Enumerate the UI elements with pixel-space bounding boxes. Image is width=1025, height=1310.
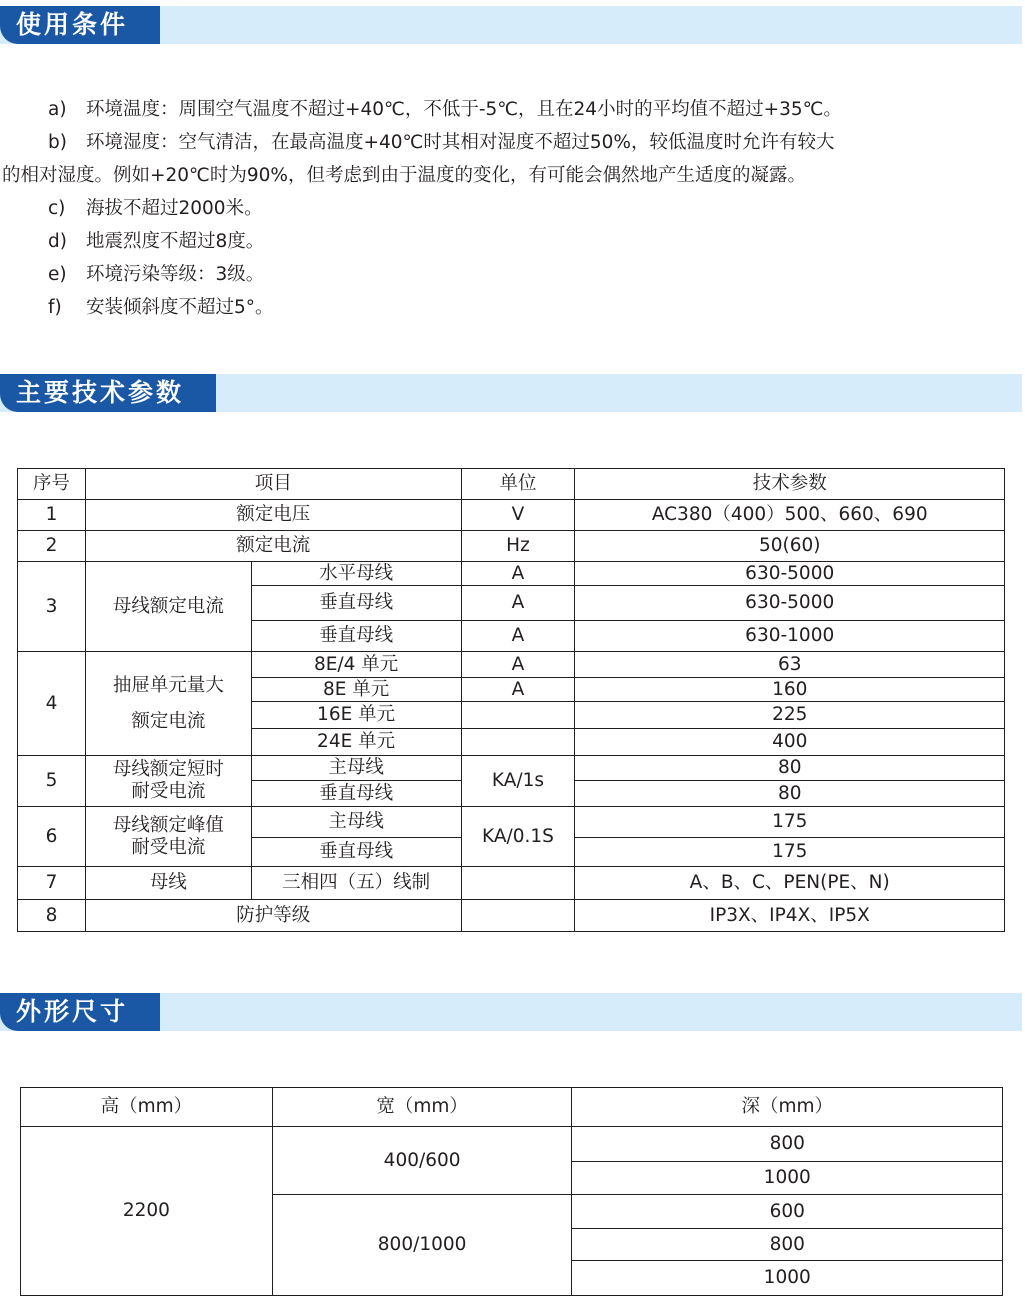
table-row: 2 额定电流 Hz 50(60) <box>18 531 1005 562</box>
condition-f: f) 安装倾斜度不超过5°。 <box>48 297 274 318</box>
section-title: 外形尺寸 <box>0 993 160 1031</box>
table-row: 垂直母线 A 630-5000 <box>18 586 1005 621</box>
condition-a: a) 环境温度：周围空气温度不超过+40℃，不低于-5℃，且在24小时的平均值不超过+35℃。 <box>48 99 842 120</box>
header-no: 序号 <box>18 469 86 500</box>
table-header-row <box>18 469 1005 500</box>
table-header-row <box>21 1088 1003 1127</box>
table-row: 垂直母线 175 <box>18 838 1005 867</box>
table-row: 5 母线额定短时 耐受电流 主母线 KA/1s 80 <box>18 756 1005 781</box>
section-title: 主要技术参数 <box>0 374 216 412</box>
condition-e: e) 环境污染等级：3级。 <box>48 264 265 285</box>
header-width: 宽（mm） <box>272 1088 572 1127</box>
table-row: 16E 单元 225 <box>18 702 1005 729</box>
section-header-dims <box>0 993 1022 1031</box>
table-row: 3 母线额定电流 水平母线 A 630-5000 <box>18 562 1005 586</box>
table-row: 7 母线 三相四（五）线制 A、B、C、PEN(PE、N) <box>18 867 1005 900</box>
table-row: 800 <box>21 1229 1003 1261</box>
header-height: 高（mm） <box>21 1088 273 1127</box>
table-row: 1 额定电压 V AC380（400）500、660、690 <box>18 500 1005 531</box>
table-row: 8E 单元 A 160 <box>18 678 1005 702</box>
dims-table <box>20 1087 1003 1296</box>
condition-b: b) 环境湿度：空气清洁，在最高温度+40℃时其相对湿度不超过50%，较低温度时允许有较大 <box>48 132 835 153</box>
table-row: 4 抽屉单元量大 额定电流 8E/4 单元 A 63 <box>18 652 1005 678</box>
table-row: 1000 <box>21 1162 1003 1195</box>
header-depth: 深（mm） <box>572 1088 1003 1127</box>
header-value: 技术参数 <box>575 469 1005 500</box>
table-row: 1000 <box>21 1261 1003 1296</box>
header-unit: 单位 <box>461 469 575 500</box>
condition-c: c) 海拔不超过2000米。 <box>48 198 263 219</box>
condition-d: d) 地震烈度不超过8度。 <box>48 231 265 252</box>
condition-b-continued: 的相对湿度。例如+20℃时为90%，但考虑到由于温度的变化，有可能会偶然地产生适度的凝露。 <box>2 165 806 186</box>
header-item: 项目 <box>85 469 461 500</box>
table-row: 6 母线额定峰值 耐受电流 主母线 KA/0.1S 175 <box>18 807 1005 838</box>
table-row: 800/1000 600 <box>21 1195 1003 1229</box>
params-table <box>17 468 1005 932</box>
table-row: 2200 400/600 800 <box>21 1127 1003 1162</box>
section-title: 使用条件 <box>0 6 160 44</box>
section-header-params <box>0 374 1022 412</box>
table-row: 垂直母线 80 <box>18 781 1005 807</box>
table-row: 24E 单元 400 <box>18 729 1005 756</box>
section-header-conditions <box>0 6 1022 44</box>
table-row: 垂直母线 A 630-1000 <box>18 621 1005 652</box>
table-row: 8 防护等级 IP3X、IP4X、IP5X <box>18 900 1005 932</box>
